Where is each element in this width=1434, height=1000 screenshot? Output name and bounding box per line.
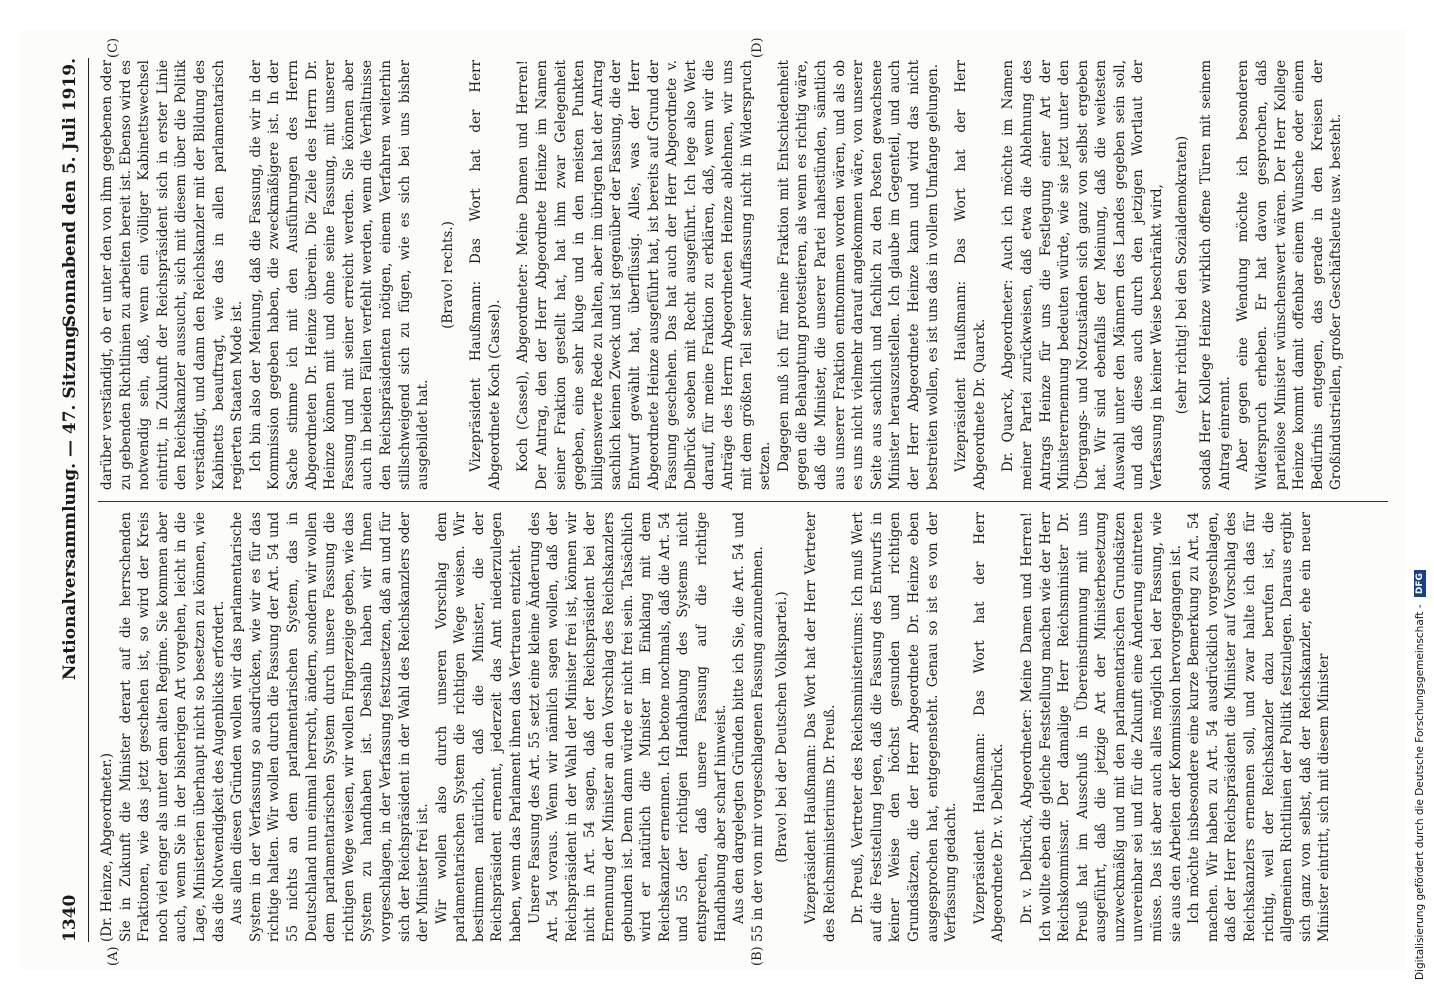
paragraph: Aus allen diesen Gründen wollen wir das parlamentarische System in der Verfassung so ausdrücken, wie wir es für das richtige halten. Wir wollen durch die Fassung der Art. 54 und 55 nichts an dem parlamentarischen System, das in Deutschland nun einmal herrscht, ändern, sondern wir wollen dem parlamentarischen System durch unsere Fassung die richtigen Wege weisen, wir wollen Fingerzeige geben, wie das System zu handhaben ist. Deshalb haben wir Ihnen vorgeschlagen, in der Verfassung festzusetzen, daß an und für sich der Reichspräsident in der Wahl des Reichskanzlers oder der Minister frei ist. [229,512,432,942]
session-date: Sonnabend den 5. Juli 1919. [60,58,80,328]
speech-preuss: Dr. Preuß, Vertreter des Reichsministeriums: Ich muß Wert auf die Feststellung legen, daß die Fassung des Entwurfs in keiner Weise den höchst gesunden und richtigen Grundsätzen, die der Herr Abgeordnete Dr. Heinze eben ausgesprochen hat, entgegensteht. Genau so ist es von der Verfassung gedacht. [850,512,960,942]
applause-note: (Bravo! rechts.) [439,221,456,329]
vice-president-statement: Vizepräsident Haußmann: Das Wort hat der Herr Vertreter des Reichsministeriums Dr. Preuß. [802,512,838,942]
paragraph: Dagegen muß ich für meine Fraktion mit Entschiedenheit gegen die Behauptung protestieren, als wenn es richtig wäre, daß die Minister, die unserer Partei nahestünden, sämtlich aus unserer Fraktion entnommen worden wären, und als ob es uns nicht vielmehr darauf angekommen wäre, von unserer Seite aus sachlich und fachlich zu den Posten gewachsene Minister herauszustellen. Ich glaube im Gegenteil, und auch der Herr Abgeordnete Heinze kann und wird das nicht bestreiten wollen, es ist uns das in vollem Umfange gelungen. [775,60,941,490]
page-header [60,58,84,942]
margin-marker-d: (D) [750,37,765,58]
speech-quarck: Dr. Quarck, Abgeordneter: Auch ich möchte im Namen meiner Partei zurückweisen, daß etwa die Ablehnung des Antrags Heinze für uns die Festlegung einer Art der Ministerernennung bedeuten würde, wie sie jetzt unter den Übergangs- und Notzuständen sich ganz von selbst ergeben hat. Wir sind ebenfalls der Meinung, daß die weitesten Auswahl unter den Männern des Landes gegeben sein soll, und daß diese auch durch den jetzigen Wortlaut der Verfassung in keiner Weise beschränkt wird, [1000,60,1166,490]
speech-delbrueck: Dr. v. Delbrück, Abgeordneter: Meine Damen und Herren! Ich wollte eben die gleiche Feststellung machen wie der Herr Reichskommissar. Der damalige Herr Reichsminister Dr. Preuß hat im Ausschuß in Übereinstimmung mit uns ausgeführt, daß die jetzige Art der Ministerbesetzung unzweckmäßig und mit den parlamentarischen Grundsätzen unvereinbar sei und für die Zukunft eine Änderung eintreten müsse. Das ist aber auch alles möglich bei der Fassung, wie sie aus den Arbeiten der Kommission hervorgegangen ist. [1018,512,1184,942]
document-page [20,30,1405,970]
right-column [98,60,1346,490]
header-rule [88,58,89,942]
paragraph: Ich möchte insbesondere eine kurze Bemerkung zu Art. 54 machen. Wir haben zu Art. 54 ausdrücklich vorgeschlagen, daß der Herr Reichspräsident die Minister auf Vorschlag des Reichskanzlers ernennen soll, und zwar halte ich das für richtig, weil der Reichskanzler dazu berufen ist, die allgemeinen Richtlinien der Politik festzulegen. Daraus ergibt sich ganz von selbst, daß der Reichskanzler, ehe ein neuer Minister eintritt, sich mit diesem Minister [1186,512,1333,942]
column-divider [98,501,1388,502]
vice-president-statement: Vizepräsident Haußmann: Das Wort hat der Herr Abgeordnete Dr. v. Delbrück. [971,512,1007,942]
session-title: Nationalversammlung. — 47. Sitzung. [60,319,80,681]
paragraph: sodaß Herr Kollege Heinze wirklich offene Türen mit seinem Antrag einrennt. [1198,60,1233,490]
paragraph: darüber verständigt, ob er unter den von ihm gegebenen oder zu gebenden Richtlinien zu arbeiten bereit ist. Ebenso wird es notwendig sein, daß, wenn ein völliger Kabinettswechsel eintritt, in Zukunft der Reichspräsident sich in erster Linie den Reichskanzler aussucht, sich mit diesem über die Politik verständigt, und dann den Reichskanzler mit der Bildung des Kabinetts beauftragt, wie das in allen parlamentarisch regierten Staaten Mode ist. [99,60,246,490]
interjection-note: (sehr richtig! bei den Sozialdemokraten) [1173,135,1190,415]
dfg-logo: DFG [1414,570,1426,597]
margin-marker-c: (C) [106,37,121,58]
paragraph: Wir wollen also durch unseren Vorschlag dem parlamentarischen System die richtigen Wege weisen. Wir bestimmen natürlich, daß die Minister, die der Reichspräsident ernennt, jederzeit das Amt niederzulegen haben, wenn das Parlament ihnen das Vertrauen entzieht. [433,512,525,942]
paragraph: Ich bin also der Meinung, daß die Fassung, die wir in der Kommission gegeben haben, die zweckmäßigere ist. In der Sache stimme ich mit den Ausführungen des Herrn Abgeordneten Dr. Heinze überein. Die Ziele des Herrn Dr. Heinze können mit und ohne seine Fassung, mit unserer Fassung und mit seiner erreicht werden. Sie können aber auch in beiden Fällen verfehlt werden, wenn die Verhältnisse den Reichspräsidenten nötigen, einem Verfahren weiterhin stillschweigend sich zu fügen, wie es sich bei uns bisher ausgebildet hat. [247,60,432,490]
credit-text: Digitalisierung gefördert durch die Deutsche Forschungsgemeinschaft - [1414,604,1426,980]
margin-marker-a: (A) [106,946,121,966]
paragraph: Sie in Zukunft die Minister derart auf die herrschenden Fraktionen, wie das jetzt geschehen ist, so wird der Kreis noch viel enger als unter dem alten Regime. Sie kommen aber auch, wenn Sie in der bisherigen Art vorgehen, leicht in die Lage, Ministerien überhaupt nicht so besetzen zu können, wie das die Notwendigkeit des Augenblicks erfordert. [117,512,227,942]
speech-koch: Koch (Cassel), Abgeordneter: Meine Damen und Herren! Der Antrag, den der Herr Abgeordnete Heinze im Namen seiner Fraktion gestellt hat, hat ihm zwar Gelegenheit gegeben, eine sehr kluge und in den meisten Punkten billigenswerte Rede zu halten, aber im übrigen hat der Antrag sachlich keinen Zweck und ist gegenüber der Fassung, die der Entwurf gewählt hat, überflüssig. Alles, was der Herr Abgeordnete Heinze ausgeführt hat, ist bereits auf Grund der Fassung geschehen. Das hat auch der Herr Abgeordnete v. Delbrück soeben mit Recht ausgeführt. Ich lege also Wert darauf, für meine Fraktion zu erklären, daß, wenn wir die Anträge des Herrn Abgeordneten Heinze ablehnen, wir uns mit dem größten Teil seiner Auffassung nicht in Widerspruch setzen. [515,60,774,490]
applause-note: (Bravo! bei der Deutschen Volkspartei.) [774,591,791,863]
digitization-credit [1414,0,1432,980]
paragraph: Aber gegen eine Wendung möchte ich besonderen Widerspruch erheben. Er hat davon gesprochen, daß parteilose Minister wünschenswert wären. Der Herr Kollege Heinze kommt damit offenbar einem Wunsche oder einem Bedürfnis entgegen, das gerade in den Kreisen der Großindustriellen, großer Geschäftsleute usw. besteht. [1235,60,1345,490]
page-number: 1340 [60,894,80,942]
vice-president-statement: Vizepräsident Haußmann: Das Wort hat der Herr Abgeordnete Koch (Cassel). [468,60,503,490]
paragraph: Aus den dargelegten Gründen bitte ich Sie, die Art. 54 und 55 in der von mir vorgeschlagenen Fassung anzunehmen. [731,512,766,942]
paragraph: Unsere Fassung des Art. 55 setzt eine kleine Änderung des Art. 54 voraus. Wenn wir nämlich sagen wollen, daß der Reichspräsident in der Wahl der Minister frei ist, können wir nicht in Art. 54 sagen, daß der Reichspräsident bei der Ernennung der Minister an den Vorschlag des Reichskanzlers gebunden ist. Denn dann würde er nicht frei sein. Tatsächlich wird er natürlich die Minister im Einklang mit dem Reichskanzler ernennen. Ich betone nochmals, daß die Art. 54 und 55 der richtigen Handhabung des Systems nicht entsprechen, daß unsere Fassung auf die richtige Handhabung aber scharf hinweist. [526,512,729,942]
speaker-note: (Dr. Heinze, Abgeordneter.) [99,753,115,942]
left-column [98,512,1334,942]
vice-president-statement: Vizepräsident Haußmann: Das Wort hat der Herr Abgeordnete Dr. Quarck. [953,60,988,490]
margin-marker-b: (B) [750,946,765,966]
